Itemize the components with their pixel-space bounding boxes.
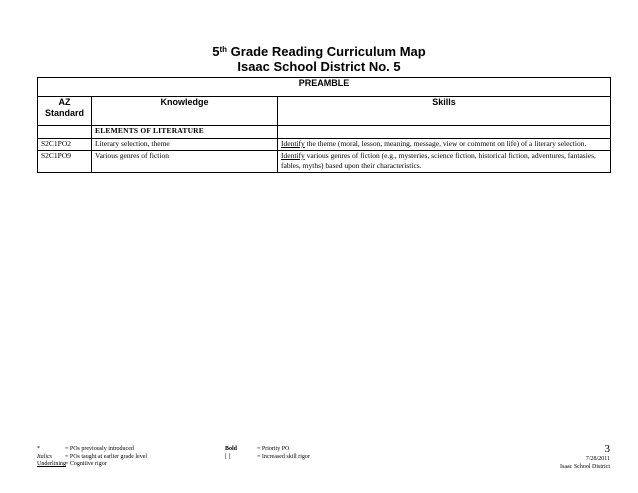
knowledge-header: Knowledge bbox=[92, 97, 278, 126]
footer-right bbox=[560, 444, 610, 471]
legend-key: * bbox=[37, 446, 40, 452]
preamble-header: PREAMBLE bbox=[38, 78, 611, 97]
table-row bbox=[38, 139, 611, 151]
legend-desc: = POs previously introduced bbox=[65, 446, 134, 452]
skills-header: Skills bbox=[278, 97, 611, 126]
standard-code: S2C1PO9 bbox=[38, 150, 92, 172]
skills-cell bbox=[278, 150, 611, 172]
section-empty-cell bbox=[38, 126, 92, 139]
legend-key: [ ] bbox=[225, 453, 231, 460]
skill-verb: Identify bbox=[281, 139, 305, 148]
footer-date: 7/28/2011 bbox=[585, 456, 610, 462]
az-standard-header: AZ Standard bbox=[38, 97, 92, 126]
legend-key: Underlining bbox=[37, 461, 66, 467]
skills-cell bbox=[278, 139, 611, 151]
legend-key: Bold bbox=[225, 446, 238, 452]
district-title: Isaac School District No. 5 bbox=[237, 59, 401, 74]
legend-desc: = POs taught at earlier grade level bbox=[65, 453, 148, 460]
page-number: 3 bbox=[604, 443, 610, 455]
legend-key: Italics bbox=[37, 453, 52, 460]
curriculum-table bbox=[37, 77, 611, 173]
standard-code: S2C1PO2 bbox=[38, 139, 92, 151]
table-row bbox=[38, 150, 611, 172]
knowledge-cell: Various genres of fiction bbox=[92, 150, 278, 172]
knowledge-cell: Literary selection, theme bbox=[92, 139, 278, 151]
legend-desc: = Increased skill rigor bbox=[257, 453, 310, 460]
legend2-descriptions bbox=[257, 446, 310, 461]
legend-desc: = Priority PO bbox=[257, 446, 290, 452]
legend-descriptions bbox=[65, 446, 147, 469]
legend-desc: = Cognitive rigor bbox=[65, 461, 107, 467]
footer-district: Isaac School District bbox=[560, 463, 610, 470]
section-empty-cell bbox=[278, 126, 611, 139]
skill-text: the theme (moral, lesson, meaning, message, view or comment on life) of a literary selection. bbox=[304, 139, 587, 148]
legend2-keys bbox=[225, 446, 237, 461]
section-heading: ELEMENTS OF LITERATURE bbox=[92, 126, 278, 139]
page-title: 5th Grade Reading Curriculum Map bbox=[212, 44, 426, 59]
skill-verb: Identify bbox=[281, 150, 305, 160]
legend-keys bbox=[37, 446, 66, 469]
skill-text: various genres of fiction (e.g., mysteries, science fiction, historical fiction, adventures, fantasies, fables, myths) based upon their characteristics. bbox=[281, 150, 596, 170]
